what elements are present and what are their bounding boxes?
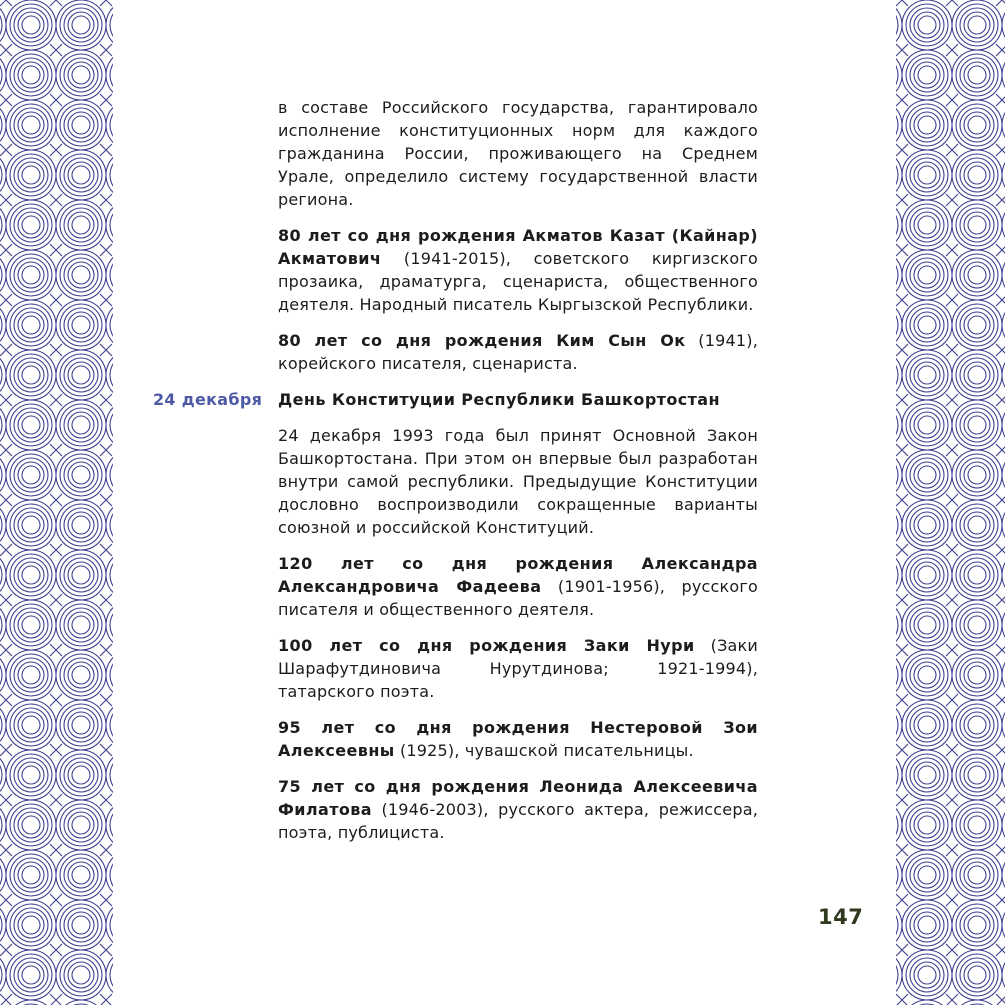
entry-kim-syn-ok: 80 лет со дня рождения Ким Сын Ок (1941), корейского писателя, сценариста.	[278, 331, 758, 373]
paragraph-bashkortostan-constitution: 24 декабря 1993 года был принят Основной Закон Башкортостана. При этом он впервые был разработан внутри самой республики. Предыдущие Конституции дословно воспроизводили сокращенные варианты союзной и российской Конституций.	[278, 426, 758, 537]
entry-heading: 75 лет со дня рождения Леонида Алексеевича Филатова	[278, 777, 758, 819]
entry-heading: 80 лет со дня рождения Ким Сын Ок	[278, 331, 686, 350]
paragraph-continuation: в составе Российского государства, гарантировало исполнение конституционных норм для каждого гражданина России, проживающего на Среднем Урале, определило систему государственной власти региона.	[278, 98, 758, 209]
entry-nesterova: 95 лет со дня рождения Нестеровой Зои Алексеевны (1925), чувашской писательницы.	[278, 718, 758, 760]
entry-bashkortostan-constitution-day	[153, 388, 758, 411]
entry-heading: 100 лет со дня рождения Заки Нури	[278, 636, 695, 655]
right-ornament-border	[896, 0, 1005, 1005]
entry-heading: 120 лет со дня рождения Александра Александровича Фадеева	[278, 554, 758, 596]
entry-zaki-nuri: 100 лет со дня рождения Заки Нури (Заки Шарафутдиновича Нурутдинова; 1921-1994), татарского поэта.	[278, 636, 758, 701]
entry-filatov: 75 лет со дня рождения Леонида Алексеевича Филатова (1946-2003), русского актера, режиссера, поэта, публициста.	[278, 777, 758, 842]
entry-heading: 95 лет со дня рождения Нестеровой Зои Алексеевны	[278, 718, 758, 760]
left-ornament-border	[0, 0, 113, 1005]
entry-heading: День Конституции Республики Башкортостан	[278, 390, 720, 409]
entry-akmatov: 80 лет со дня рождения Акматов Казат (Кайнар) Акматович (1941-2015), советского киргизского прозаика, драматурга, сценариста, общественного деятеля. Народный писатель Кыргызской Республики.	[278, 226, 758, 314]
page-text	[153, 96, 758, 844]
entry-heading: 80 лет со дня рождения Акматов Казат (Кайнар) Акматович	[278, 226, 758, 268]
date-label: 24 декабря	[153, 390, 263, 409]
entry-fadeev: 120 лет со дня рождения Александра Александровича Фадеева (1901-1956), русского писателя и общественного деятеля.	[278, 554, 758, 619]
page-number: 147	[818, 905, 864, 929]
